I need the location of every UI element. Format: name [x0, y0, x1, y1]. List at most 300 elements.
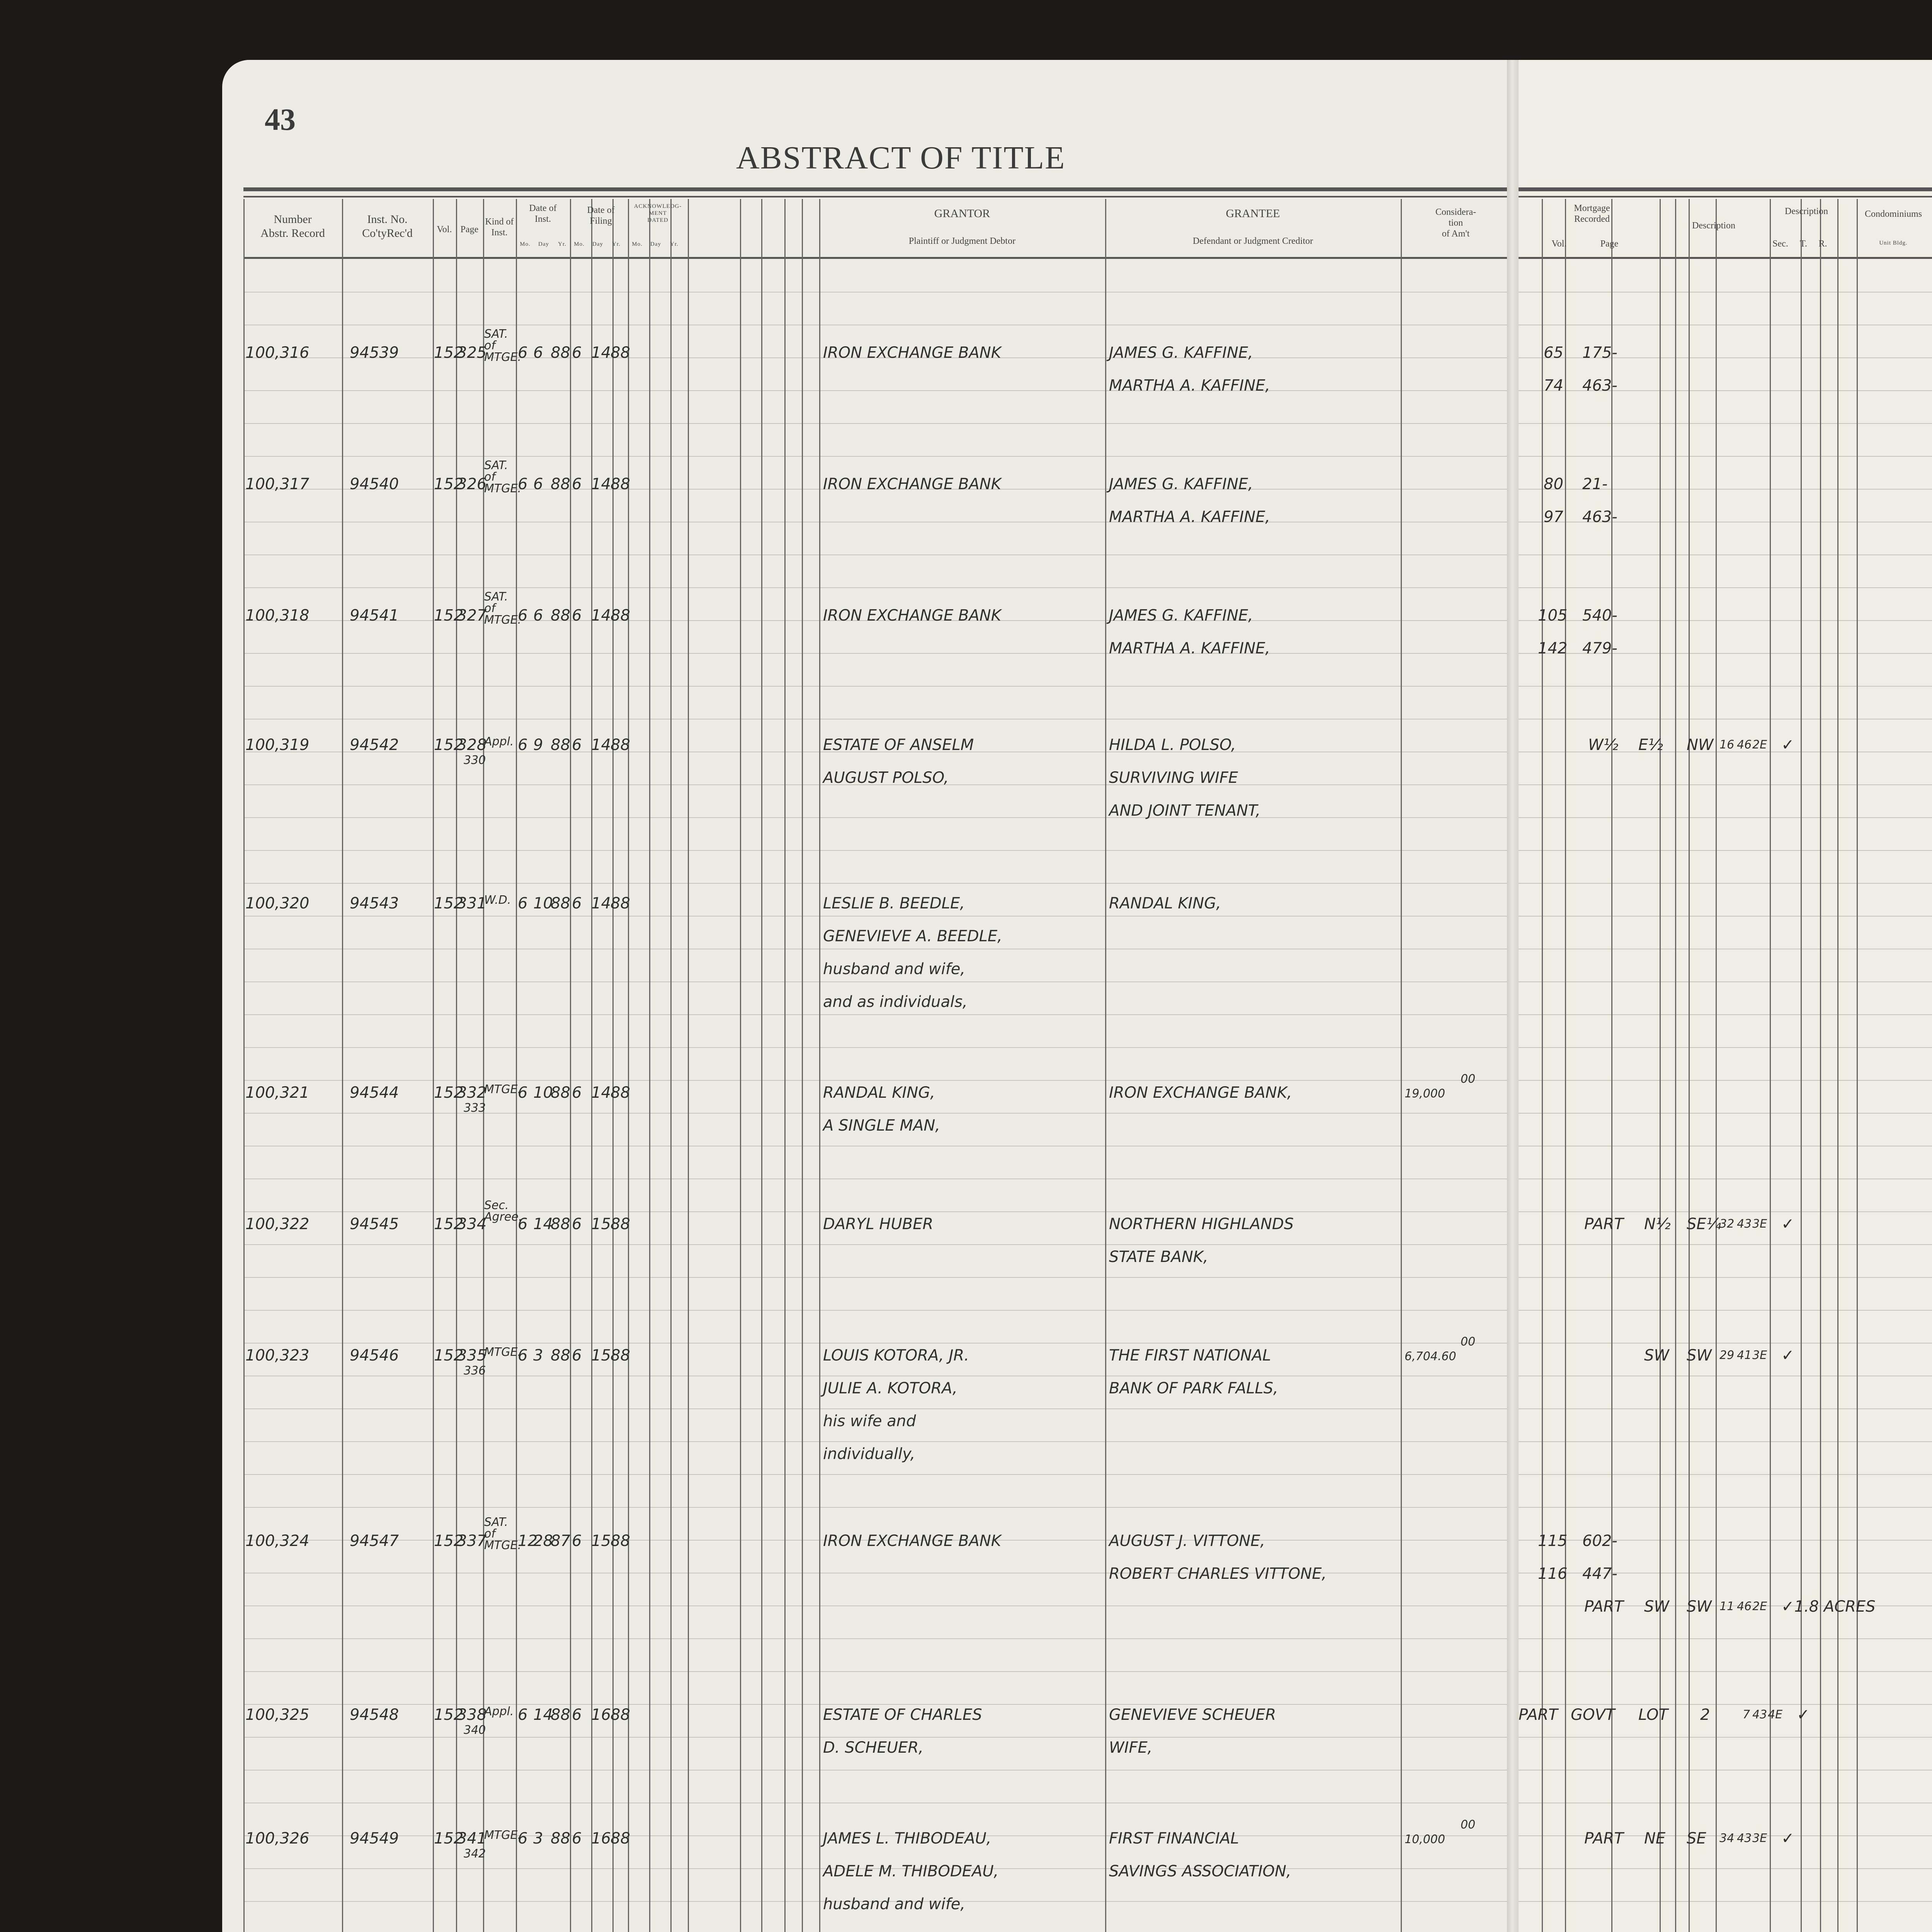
- entry-inst-yr: 88: [551, 1084, 570, 1102]
- desc-sec: 34: [1719, 1832, 1735, 1845]
- ack-day-header: Day: [650, 241, 661, 247]
- entry-filing-yr: 88: [611, 1215, 630, 1233]
- grantor-line: husband and wife,: [823, 960, 966, 978]
- remarks: ✓1.8 ACRES: [1781, 1598, 1876, 1616]
- mort-page-header: Page: [1600, 239, 1619, 249]
- entry-inst-no: 94545: [350, 1215, 399, 1233]
- entry-filing-day: 14: [591, 736, 611, 754]
- entry-inst-day: 14: [533, 1215, 553, 1233]
- entry-page: 334: [457, 1215, 487, 1233]
- desc-t: 46: [1737, 1600, 1752, 1613]
- entry-number: 100,321: [245, 1084, 310, 1102]
- entry-consideration: 19,000: [1405, 1087, 1445, 1100]
- grantee-line: WIFE,: [1109, 1739, 1153, 1757]
- entry-number: 100,317: [245, 475, 310, 493]
- column-divider: [819, 199, 820, 1932]
- grantor-line: AUGUST POLSO,: [823, 769, 949, 787]
- entry-kind: Sec. Agree.: [484, 1199, 522, 1224]
- entry-inst-mo: 6: [518, 736, 528, 754]
- ruled-line: [1515, 620, 1932, 621]
- desc-sec: 11: [1719, 1600, 1735, 1613]
- ruled-line: [1515, 981, 1932, 982]
- grantor-line: LOUIS KOTORA, JR.: [823, 1347, 969, 1364]
- ruled-line: [1515, 357, 1932, 358]
- grantor-line: JULIE A. KOTORA,: [823, 1379, 957, 1397]
- grantor-line: individually,: [823, 1445, 915, 1463]
- left-page-title: ABSTRACT OF TITLE: [736, 140, 1066, 176]
- entry-filing-mo: 6: [572, 1347, 582, 1364]
- ruled-line: [1515, 850, 1932, 851]
- entry-page: 335: [457, 1347, 487, 1364]
- ruled-line: [1515, 1474, 1932, 1475]
- entry-filing-mo: 6: [572, 736, 582, 754]
- ruled-line: [1515, 1408, 1932, 1409]
- ruled-line: [1515, 1737, 1932, 1738]
- grantor-line: A SINGLE MAN,: [823, 1117, 940, 1134]
- entry-page: 326: [457, 475, 487, 493]
- entry-inst-no: 94543: [350, 895, 399, 912]
- entry-page: 328: [457, 736, 487, 754]
- ruled-line: [1515, 1277, 1932, 1278]
- grantor-line: and as individuals,: [823, 993, 968, 1011]
- desc-a: GOVT: [1571, 1706, 1615, 1724]
- entry-filing-day: 14: [591, 475, 611, 493]
- entry-number: 100,325: [245, 1706, 310, 1724]
- column-divider: [456, 199, 457, 1932]
- entry-filing-yr: 88: [611, 1532, 630, 1550]
- entry-inst-mo: 6: [518, 344, 528, 362]
- ruled-line: [1515, 587, 1932, 588]
- entry-page2: 330: [464, 753, 486, 767]
- entry-filing-day: 14: [591, 344, 611, 362]
- desc-c: NW: [1687, 736, 1714, 754]
- header-double-rule: [243, 187, 1511, 191]
- inst-day-header: Day: [538, 241, 549, 247]
- desc-t: 41: [1737, 1349, 1752, 1362]
- entry-page: 338: [457, 1706, 487, 1724]
- entry-inst-day: 10: [533, 895, 553, 912]
- entry-filing-yr: 88: [611, 895, 630, 912]
- entry-filing-mo: 6: [572, 1830, 582, 1847]
- entry-kind: MTGE.: [484, 1345, 521, 1359]
- remarks: ✓: [1781, 736, 1794, 754]
- mortgage-page: 602-: [1582, 1532, 1617, 1550]
- mortgage-vol: 105: [1538, 607, 1568, 624]
- entry-kind: MTGE.: [484, 1083, 521, 1096]
- desc-t: 43: [1752, 1708, 1767, 1721]
- entry-page2: 342: [464, 1847, 486, 1861]
- entry-vol: 152: [434, 1215, 464, 1233]
- mortgage-vol: 115: [1538, 1532, 1568, 1550]
- entry-inst-mo: 6: [518, 895, 528, 912]
- grantee-line: JAMES G. KAFFINE,: [1109, 607, 1253, 624]
- entry-inst-day: 3: [533, 1830, 543, 1847]
- entry-filing-day: 14: [591, 895, 611, 912]
- entry-filing-mo: 6: [572, 1532, 582, 1550]
- column-divider: [1801, 199, 1802, 1932]
- entry-inst-mo: 6: [518, 1215, 528, 1233]
- filing-day-header: Day: [592, 241, 603, 247]
- entry-inst-no: 94541: [350, 607, 399, 624]
- desc-r: 2E: [1752, 1600, 1767, 1613]
- entry-filing-yr: 88: [611, 736, 630, 754]
- desc-b: E½: [1638, 736, 1663, 754]
- entry-inst-mo: 6: [518, 1706, 528, 1724]
- ruled-line: [1515, 554, 1932, 555]
- mortgage-header: Mortgage Recorded: [1574, 203, 1610, 224]
- entry-page: 331: [457, 895, 487, 912]
- entry-inst-no: 94540: [350, 475, 399, 493]
- grantor-header: GRANTOR: [934, 207, 990, 220]
- entry-filing-day: 14: [591, 1084, 611, 1102]
- filing-yr-header: Yr.: [612, 241, 621, 247]
- column-divider: [1857, 199, 1858, 1932]
- entry-inst-day: 6: [533, 607, 543, 624]
- remarks: ✓: [1781, 1830, 1794, 1847]
- mortgage-page: 21-: [1582, 475, 1608, 493]
- inst-yr-header: Yr.: [558, 241, 566, 247]
- entry-consideration: 6,704.60: [1405, 1350, 1456, 1363]
- grantor-line: GENEVIEVE A. BEEDLE,: [823, 927, 1002, 945]
- entry-inst-day: 28: [533, 1532, 553, 1550]
- r-header: R.: [1818, 239, 1827, 249]
- entry-filing-mo: 6: [572, 1215, 582, 1233]
- ruled-line: [1515, 1638, 1932, 1639]
- mort-vol-header: Vol.: [1551, 239, 1567, 249]
- sec-header: Sec.: [1772, 239, 1788, 249]
- description-header: Description: [1692, 221, 1735, 231]
- column-divider: [1689, 199, 1690, 1932]
- entry-kind: MTGE.: [484, 1828, 521, 1842]
- entry-inst-yr: 88: [551, 1215, 570, 1233]
- entry-page2: 333: [464, 1101, 486, 1115]
- unit-bldg-header: Unit Bldg.: [1879, 240, 1908, 246]
- description2-header: Description: [1785, 206, 1828, 216]
- desc-b: N½: [1644, 1215, 1671, 1233]
- mortgage-vol: 97: [1544, 508, 1563, 526]
- entry-inst-yr: 88: [551, 736, 570, 754]
- entry-vol: 152: [434, 1706, 464, 1724]
- entry-kind: Appl.: [484, 1705, 514, 1718]
- ack-header: ACKNOWLEDG- MENT DATED: [634, 203, 682, 223]
- date-filing-header: Date of Filing: [587, 205, 615, 226]
- ruled-line: [1515, 489, 1932, 490]
- grantee-line: SURVIVING WIFE: [1109, 769, 1238, 787]
- desc-c: SW: [1687, 1598, 1712, 1616]
- entry-filing-mo: 6: [572, 1706, 582, 1724]
- grantee-line: AUGUST J. VITTONE,: [1109, 1532, 1265, 1550]
- entry-number: 100,320: [245, 895, 310, 912]
- column-divider: [1660, 199, 1661, 1932]
- number-header: Number Abstr. Record: [260, 213, 325, 240]
- ruled-line: [1515, 1671, 1932, 1672]
- entry-inst-day: 10: [533, 1084, 553, 1102]
- desc-r: 3E: [1752, 1217, 1767, 1231]
- entry-kind: SAT. of MTGE.: [484, 327, 521, 364]
- entry-vol: 152: [434, 895, 464, 912]
- ledger-book: [222, 60, 1932, 1932]
- entry-inst-day: 14: [533, 1706, 553, 1724]
- entry-vol: 152: [434, 1084, 464, 1102]
- grantor-line: ADELE M. THIBODEAU,: [823, 1862, 999, 1880]
- ruled-line: [1515, 1310, 1932, 1311]
- entry-inst-no: 94549: [350, 1830, 399, 1847]
- column-divider: [688, 199, 689, 1932]
- entry-filing-yr: 88: [611, 1706, 630, 1724]
- entry-filing-yr: 88: [611, 1084, 630, 1102]
- filing-mo-header: Mo.: [574, 241, 585, 247]
- grantee-line: GENEVIEVE SCHEUER: [1109, 1706, 1276, 1724]
- desc-sec: 16: [1719, 738, 1735, 752]
- entry-inst-yr: 88: [551, 344, 570, 362]
- grantee-line: MARTHA A. KAFFINE,: [1109, 377, 1270, 395]
- grantee-line: ROBERT CHARLES VITTONE,: [1109, 1565, 1327, 1583]
- entry-filing-mo: 6: [572, 344, 582, 362]
- grantee-line: NORTHERN HIGHLANDS: [1109, 1215, 1294, 1233]
- ruled-line: [1515, 1901, 1932, 1902]
- entry-page2: 336: [464, 1364, 486, 1378]
- entry-inst-mo: 6: [518, 1830, 528, 1847]
- desc-c: 2: [1700, 1706, 1710, 1724]
- column-divider: [784, 199, 786, 1932]
- entry-vol: 152: [434, 475, 464, 493]
- column-divider: [670, 199, 672, 1932]
- grantee-line: MARTHA A. KAFFINE,: [1109, 639, 1270, 657]
- grantee-line: IRON EXCHANGE BANK,: [1109, 1084, 1292, 1102]
- desc-b: SW: [1644, 1598, 1669, 1616]
- grantee-line: BANK OF PARK FALLS,: [1109, 1379, 1278, 1397]
- grantee-line: AND JOINT TENANT,: [1109, 802, 1261, 820]
- desc-a: PART: [1584, 1598, 1624, 1616]
- entry-number: 100,322: [245, 1215, 310, 1233]
- header-rule: [243, 196, 1511, 197]
- desc-a: PART: [1584, 1215, 1624, 1233]
- entry-number: 100,324: [245, 1532, 310, 1550]
- t-header: T.: [1800, 239, 1807, 249]
- desc-t: 43: [1737, 1832, 1752, 1845]
- consideration-cents: 00: [1461, 1818, 1476, 1832]
- ruled-line: [1515, 1047, 1932, 1048]
- header-bottom-rule: [1515, 257, 1932, 259]
- grantor-line: IRON EXCHANGE BANK: [823, 475, 1001, 493]
- grantee-line: JAMES G. KAFFINE,: [1109, 344, 1253, 362]
- grantor-line: JAMES L. THIBODEAU,: [823, 1830, 992, 1847]
- column-divider: [1770, 199, 1771, 1932]
- entry-kind: SAT. of MTGE.: [484, 590, 521, 627]
- entry-number: 100,319: [245, 736, 310, 754]
- entry-page: 327: [457, 607, 487, 624]
- consideration-cents: 00: [1461, 1335, 1476, 1349]
- entry-inst-no: 94542: [350, 736, 399, 754]
- entry-inst-mo: 6: [518, 475, 528, 493]
- entry-number: 100,318: [245, 607, 310, 624]
- mortgage-page: 463-: [1582, 508, 1617, 526]
- desc-a: W½: [1588, 736, 1619, 754]
- grantee-sub-header: Defendant or Judgment Creditor: [1192, 236, 1313, 246]
- mortgage-page: 479-: [1582, 639, 1617, 657]
- mortgage-vol: 142: [1538, 639, 1568, 657]
- grantee-line: SAVINGS ASSOCIATION,: [1109, 1862, 1291, 1880]
- entry-inst-no: 94547: [350, 1532, 399, 1550]
- entry-page2: 340: [464, 1723, 486, 1737]
- desc-sec: 7: [1743, 1708, 1750, 1721]
- grantee-line: RANDAL KING,: [1109, 895, 1221, 912]
- desc-b: NE: [1644, 1830, 1666, 1847]
- entry-kind: SAT. of MTGE.: [484, 459, 521, 495]
- entry-filing-yr: 88: [611, 607, 630, 624]
- entry-filing-day: 15: [591, 1532, 611, 1550]
- entry-inst-day: 3: [533, 1347, 543, 1364]
- remarks: ✓: [1781, 1215, 1794, 1233]
- column-divider: [802, 199, 803, 1932]
- desc-t: 46: [1737, 738, 1752, 752]
- column-divider: [1401, 199, 1402, 1932]
- entry-inst-no: 94539: [350, 344, 399, 362]
- ack-yr-header: Yr.: [670, 241, 679, 247]
- entry-filing-yr: 88: [611, 475, 630, 493]
- column-divider: [1837, 199, 1838, 1932]
- entry-kind: SAT. of MTGE.: [484, 1515, 521, 1552]
- entry-inst-mo: 6: [518, 607, 528, 624]
- entry-filing-day: 14: [591, 607, 611, 624]
- ruled-line: [1515, 916, 1932, 917]
- column-divider: [740, 199, 741, 1932]
- right-page: [1515, 60, 1932, 1932]
- entry-page: 341: [457, 1830, 487, 1847]
- ruled-line: [1515, 1441, 1932, 1442]
- grantor-line: RANDAL KING,: [823, 1084, 935, 1102]
- grantee-line: THE FIRST NATIONAL: [1109, 1347, 1271, 1364]
- column-divider: [342, 199, 343, 1932]
- ruled-line: [1515, 1014, 1932, 1015]
- entry-inst-yr: 87: [551, 1532, 570, 1550]
- column-divider: [516, 199, 517, 1932]
- inst-no-header: Inst. No. Co'tyRec'd: [362, 213, 413, 240]
- consideration-header: Considera- tion of Am't: [1435, 207, 1476, 239]
- grantee-header: GRANTEE: [1226, 207, 1280, 220]
- column-divider: [761, 199, 762, 1932]
- mortgage-page: 175-: [1582, 344, 1617, 362]
- column-divider: [649, 199, 650, 1932]
- entry-filing-mo: 6: [572, 607, 582, 624]
- grantor-line: IRON EXCHANGE BANK: [823, 344, 1001, 362]
- desc-c: SE¼: [1687, 1215, 1721, 1233]
- ack-mo-header: Mo.: [632, 241, 643, 247]
- ruled-line: [1515, 1868, 1932, 1869]
- entry-filing-day: 15: [591, 1347, 611, 1364]
- entry-inst-day: 6: [533, 475, 543, 493]
- ruled-line: [1515, 390, 1932, 391]
- column-divider: [1611, 199, 1612, 1932]
- entry-inst-mo: 6: [518, 1347, 528, 1364]
- grantee-line: STATE BANK,: [1109, 1248, 1208, 1266]
- entry-filing-mo: 6: [572, 475, 582, 493]
- column-divider: [612, 199, 614, 1932]
- column-divider: [1820, 199, 1821, 1932]
- ruled-line: [1515, 686, 1932, 687]
- mortgage-page: 540-: [1582, 607, 1617, 624]
- grantor-line: ESTATE OF ANSELM: [823, 736, 974, 754]
- column-divider: [243, 199, 245, 1932]
- header-double-rule: [1515, 187, 1932, 191]
- entry-filing-mo: 6: [572, 895, 582, 912]
- kind-header: Kind of Inst.: [485, 217, 514, 238]
- condo-header: Condominiums: [1864, 209, 1922, 219]
- desc-c: SE: [1687, 1830, 1706, 1847]
- desc-r: 3E: [1752, 1832, 1767, 1845]
- desc-b: SW: [1644, 1347, 1669, 1364]
- remarks: ✓: [1781, 1347, 1794, 1364]
- grantor-line: ESTATE OF CHARLES: [823, 1706, 982, 1724]
- entry-filing-yr: 88: [611, 344, 630, 362]
- entry-inst-yr: 88: [551, 895, 570, 912]
- column-divider: [1565, 199, 1566, 1932]
- grantee-line: JAMES G. KAFFINE,: [1109, 475, 1253, 493]
- entry-page: 325: [457, 344, 487, 362]
- entry-number: 100,316: [245, 344, 310, 362]
- entry-inst-yr: 88: [551, 607, 570, 624]
- column-divider: [1675, 199, 1676, 1932]
- grantor-line: IRON EXCHANGE BANK: [823, 607, 1001, 624]
- entry-number: 100,326: [245, 1830, 310, 1847]
- grantor-sub-header: Plaintiff or Judgment Debtor: [908, 236, 1016, 246]
- desc-r: 2E: [1752, 738, 1767, 752]
- entry-filing-day: 16: [591, 1706, 611, 1724]
- mortgage-vol: 65: [1544, 344, 1563, 362]
- entry-kind: W.D.: [484, 893, 511, 907]
- grantor-line: IRON EXCHANGE BANK: [823, 1532, 1001, 1550]
- mortgage-vol: 74: [1544, 377, 1563, 395]
- entry-filing-mo: 6: [572, 1084, 582, 1102]
- entry-vol: 152: [434, 344, 464, 362]
- desc-sec: 29: [1719, 1349, 1735, 1362]
- ruled-line: [1515, 817, 1932, 818]
- entry-inst-mo: 6: [518, 1084, 528, 1102]
- remarks: ✓: [1797, 1706, 1810, 1724]
- entry-consideration: 10,000: [1405, 1833, 1445, 1846]
- ruled-line: [1515, 653, 1932, 654]
- header-rule: [1515, 196, 1932, 197]
- ruled-line: [1515, 883, 1932, 884]
- ruled-line: [1515, 1113, 1932, 1114]
- entry-inst-no: 94546: [350, 1347, 399, 1364]
- date-inst-header: Date of Inst.: [529, 203, 557, 224]
- entry-filing-day: 16: [591, 1830, 611, 1847]
- desc-t: 43: [1737, 1217, 1752, 1231]
- desc-b: LOT: [1638, 1706, 1668, 1724]
- ruled-line: [1515, 423, 1932, 424]
- consideration-cents: 00: [1461, 1072, 1476, 1086]
- entry-inst-no: 94544: [350, 1084, 399, 1102]
- grantor-line: LESLIE B. BEEDLE,: [823, 895, 965, 912]
- entry-number: 100,323: [245, 1347, 310, 1364]
- entry-inst-day: 9: [533, 736, 543, 754]
- desc-r: 4E: [1768, 1708, 1783, 1721]
- inst-mo-header: Mo.: [520, 241, 531, 247]
- desc-r: 3E: [1752, 1349, 1767, 1362]
- entry-page: 337: [457, 1532, 487, 1550]
- entry-page: 332: [457, 1084, 487, 1102]
- column-divider: [1542, 199, 1543, 1932]
- column-divider: [433, 199, 434, 1932]
- entry-vol: 152: [434, 1532, 464, 1550]
- ruled-line: [1515, 1507, 1932, 1508]
- entry-inst-yr: 88: [551, 1706, 570, 1724]
- ruled-line: [1515, 456, 1932, 457]
- grantor-line: DARYL HUBER: [823, 1215, 934, 1233]
- entry-inst-day: 6: [533, 344, 543, 362]
- entry-vol: 152: [434, 1830, 464, 1847]
